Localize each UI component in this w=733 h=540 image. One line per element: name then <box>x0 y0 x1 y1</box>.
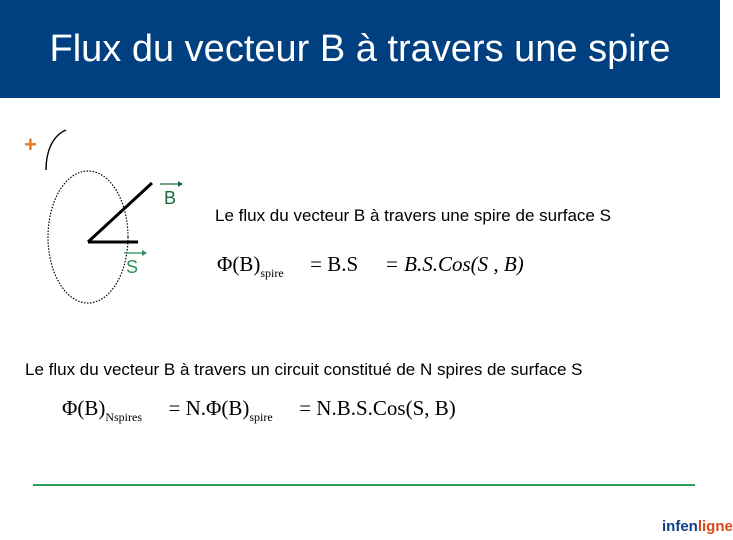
orientation-arc <box>46 130 66 170</box>
sentence-single-spire: Le flux du vecteur B à travers une spire de surface S <box>215 206 611 225</box>
spire-loop <box>48 171 128 303</box>
formula-multi-eq1-sub: spire <box>249 410 273 424</box>
infenligne-logo <box>662 518 733 535</box>
formula-single-spire <box>217 252 524 281</box>
orientation-plus-sign: + <box>24 132 37 157</box>
logo-part-1: infen <box>662 518 698 535</box>
vector-s-label: S <box>126 257 139 277</box>
title-bar <box>0 0 720 98</box>
formula-multi-eq2: = N.B.S.Cos(S, B) <box>299 396 456 420</box>
vector-b-label-arrowhead <box>178 181 183 187</box>
formula-single-lhs: Φ(B) <box>217 252 261 276</box>
formula-n-spires <box>62 396 456 425</box>
slide-title: Flux du vecteur B à travers une spire <box>49 28 671 70</box>
formula-multi-lhs: Φ(B) <box>62 396 106 420</box>
footer-divider <box>33 484 695 486</box>
logo-part-2: ligne <box>697 518 733 535</box>
sentence-n-spires: Le flux du vecteur B à travers un circuit constitué de N spires de surface S <box>25 360 583 379</box>
formula-multi-eq1: = N.Φ(B) <box>168 396 250 420</box>
formula-single-eq2: = B.S.Cos(S , B) <box>384 252 524 276</box>
vector-s-label-arrowhead <box>142 250 147 256</box>
formula-single-eq1: = B.S <box>310 252 359 276</box>
vector-b-arrow <box>88 183 152 242</box>
vector-b-label: B <box>164 188 177 208</box>
formula-multi-lhs-sub: Nspires <box>105 410 143 424</box>
formula-single-lhs-sub: spire <box>260 266 284 280</box>
